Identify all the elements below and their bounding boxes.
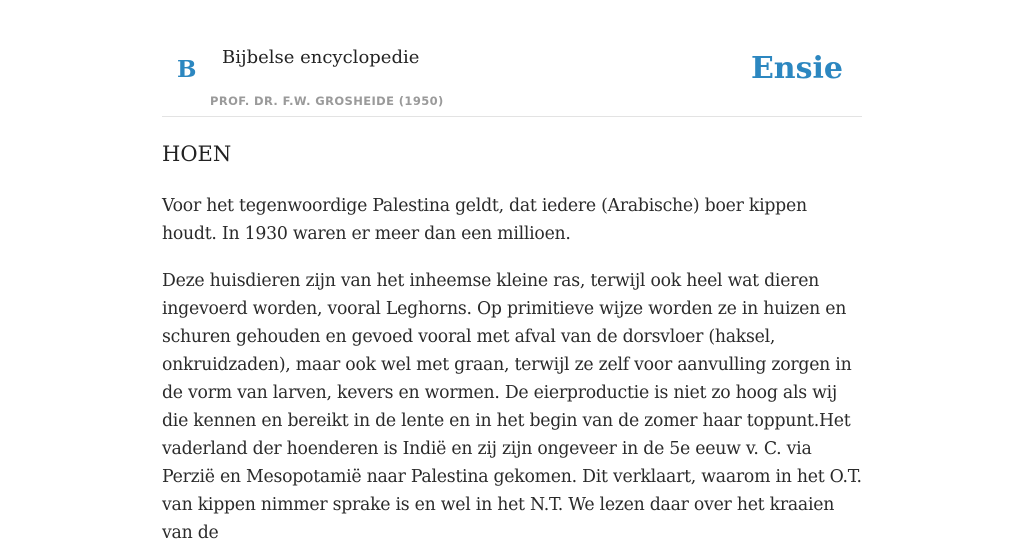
book-header xyxy=(162,0,862,117)
book-logo-icon[interactable]: B xyxy=(177,56,197,83)
site-logo-link[interactable]: Ensie xyxy=(750,51,843,86)
entry-title: HOEN xyxy=(162,142,232,166)
book-author: PROF. DR. F.W. GROSHEIDE (1950) xyxy=(210,94,444,108)
entry-paragraph: Voor het tegenwoordige Palestina geldt, dat iedere (Arabische) boer kippen houdt. In 1930 waren er meer dan een millioen. xyxy=(162,196,807,244)
entry-content xyxy=(162,138,862,547)
book-title-link[interactable]: Bijbelse encyclopedie xyxy=(222,47,420,68)
entry-paragraph: Deze huisdieren zijn van het inheemse kleine ras, terwijl ook heel wat dieren ingevoerd worden, vooral Leghorns. Op primitieve wijze worden ze in huizen en schuren gehouden en gevoed vooral met afval van de dorsvloer (haksel, onkruidzaden), maar ook wel met graan, terwijl ze zelf voor aanvulling zorgen in de vorm van larven, kevers en wormen. De eierproductie is niet zo hoog als wij die kennen en bereikt in de lente en in het begin van de zomer haar toppunt.Het vaderland der hoenderen is Indië en zij zijn ongeveer in de 5e eeuw v. C. via Perzië en Mesopotamië naar Palestina gekomen. Dit verklaart, waarom in het O.T. van kippen nimmer sprake is en wel in het N.T. We lezen daar over het kraaien van de xyxy=(162,271,862,543)
